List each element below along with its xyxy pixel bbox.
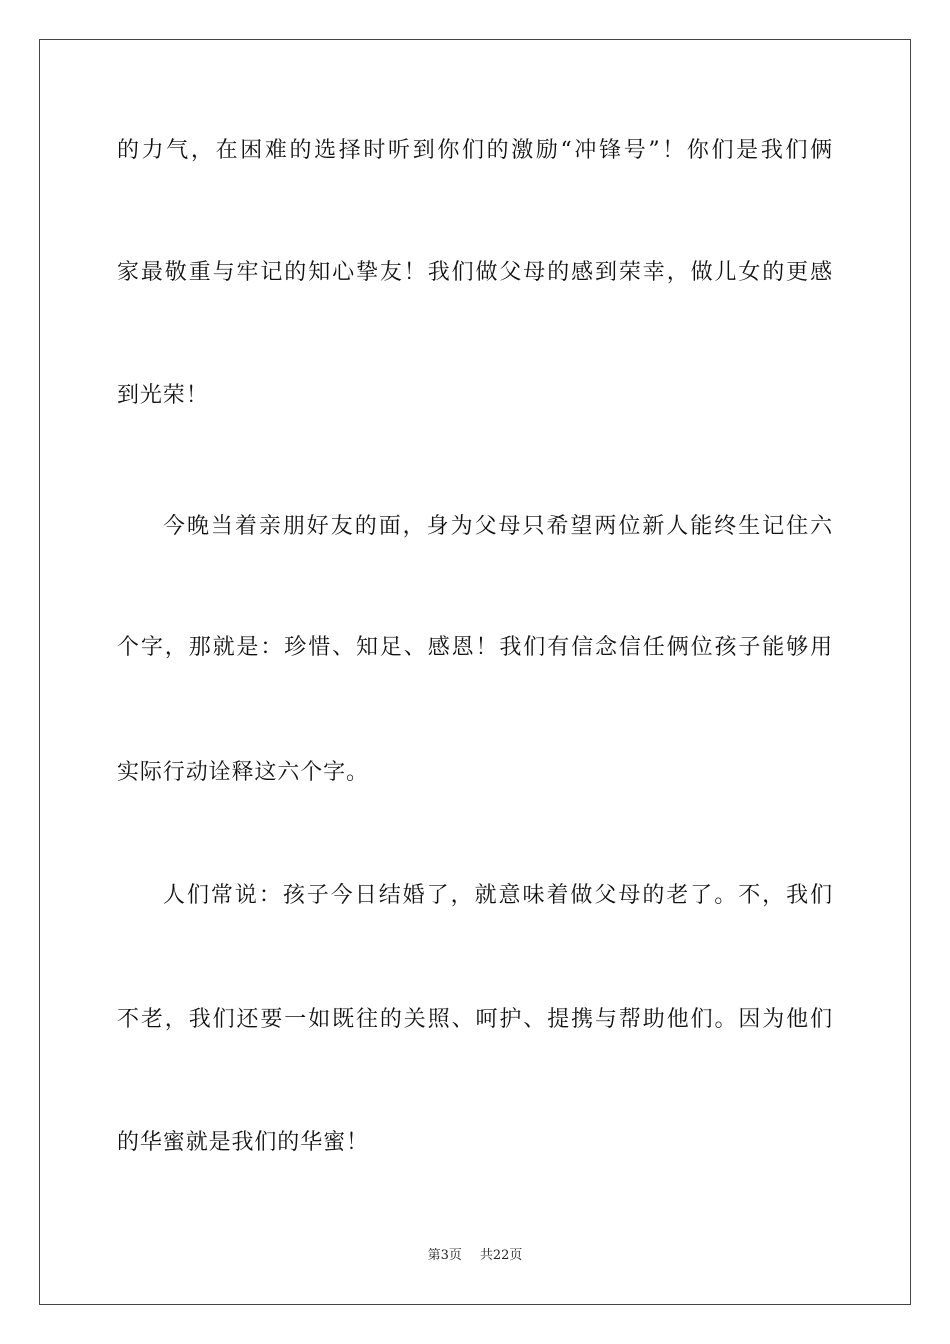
page-frame: [39, 39, 911, 1305]
total-pages: 共22页: [479, 1248, 523, 1263]
paragraph-first-line: 人们常说：孩子今日结婚了，就意味着做父母的老了。不，我们: [163, 883, 833, 908]
text-line: 实际行动诠释这六个字。: [117, 760, 369, 785]
text-line: 不老，我们还要一如既往的关照、呵护、提携与帮助他们。因为他们: [117, 1007, 833, 1032]
paragraph-first-line: 今晚当着亲朋好友的面，身为父母只希望两位新人能终生记住六: [163, 514, 833, 539]
text-line: 到光荣！: [117, 383, 209, 408]
page-number: 第3页: [427, 1248, 462, 1263]
text-line: 的力气，在困难的选择时听到你们的激励“冲锋号”！你们是我们俩: [117, 138, 833, 163]
text-line: 家最敬重与牢记的知心挚友！我们做父母的感到荣幸，做儿女的更感: [117, 260, 833, 285]
text-line: 的华蜜就是我们的华蜜！: [117, 1130, 369, 1155]
text-line: 个字，那就是：珍惜、知足、感恩！我们有信念信任俩位孩子能够用: [117, 635, 833, 660]
page-footer: [0, 1247, 950, 1265]
